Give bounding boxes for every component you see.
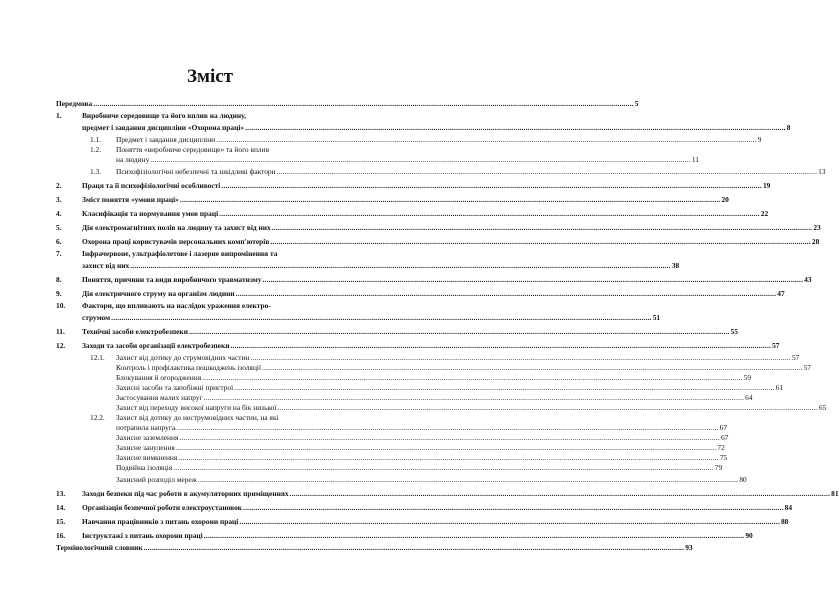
toc-entry-title: Застосування малих напруг	[116, 393, 203, 402]
toc-leader-dots	[219, 207, 760, 221]
toc-entry	[56, 383, 784, 393]
toc-entry-number: 14.	[56, 503, 66, 512]
toc-entry	[56, 353, 800, 363]
toc-leader-dots	[234, 383, 775, 393]
toc-entry	[56, 165, 826, 179]
toc-entry-title: струмом	[82, 313, 111, 322]
toc-entry-page: 75	[719, 453, 728, 462]
toc-entry	[56, 515, 789, 529]
toc-entry	[56, 433, 729, 443]
toc-entry-title: Захист від дотику до струмовідних частин	[116, 353, 250, 362]
toc-entry-page: 67	[720, 433, 729, 442]
toc-entry-title: Захисний розподіл мереж	[116, 475, 197, 484]
toc-entry-number: 10.	[56, 301, 66, 310]
toc-leader-dots	[243, 501, 784, 515]
toc-entry	[56, 259, 680, 273]
toc-entry-title: предмет і завдання дисципліни «Охорона праці»	[82, 123, 245, 132]
toc-entry-page: 79	[714, 463, 723, 472]
toc-entry-page: 88	[780, 517, 789, 526]
toc-leader-dots	[262, 363, 803, 373]
toc-entry-number: 11.	[56, 327, 65, 336]
toc-entry	[56, 111, 363, 121]
toc-leader-dots	[178, 453, 719, 463]
toc-entry	[56, 221, 821, 235]
toc-entry	[56, 423, 728, 433]
toc-entry-title: Передмова	[56, 99, 93, 108]
toc-entry	[56, 249, 363, 259]
toc-entry-title: Організація безпечної роботи електроустановок	[82, 503, 243, 512]
toc-entry	[56, 363, 811, 373]
toc-entry-number: 1.1.	[90, 135, 102, 144]
toc-leader-dots	[204, 393, 745, 403]
toc-leader-dots	[221, 179, 762, 193]
toc-entry-page: 47	[777, 289, 785, 298]
toc-entry-page: 80	[739, 475, 747, 484]
toc-entry-page: 72	[717, 443, 725, 452]
toc-entry	[56, 373, 752, 383]
toc-entry-title: Дія електромагнітних полів на людину та захист від них	[82, 223, 271, 232]
toc-entry-number: 1.	[56, 111, 62, 120]
toc-entry	[56, 179, 771, 193]
toc-entry-page: 51	[652, 313, 661, 322]
toc-entry-page: 8	[786, 123, 791, 132]
toc-leader-dots	[290, 487, 831, 501]
toc-entry	[56, 529, 753, 543]
toc-entry-title: Захист від дотику до неструмовідних частин, на які	[116, 413, 279, 422]
toc-leader-dots	[176, 443, 717, 453]
toc-leader-dots	[245, 121, 786, 135]
toc-entry	[56, 453, 728, 463]
toc-entry-page: 65	[819, 403, 827, 412]
toc-entry-page: 23	[813, 223, 821, 232]
toc-entry-number: 8.	[56, 275, 62, 284]
toc-entry-title: Захисне занулення	[116, 443, 175, 452]
toc-entry-page: 11	[691, 155, 700, 164]
toc-entry-number: 16.	[56, 531, 66, 540]
toc-leader-dots	[150, 155, 691, 165]
toc-entry-title: Захисні засоби та запобіжні пристрої	[116, 383, 234, 392]
toc-entry-title: Заходи та засоби організації електробезпеки	[82, 341, 230, 350]
toc-entry-page: 84	[784, 503, 793, 512]
toc-entry	[56, 325, 738, 339]
toc-leader-dots	[93, 97, 634, 111]
toc-entry-title: Заходи безпеки під час роботи в акумуляторних приміщеннях	[82, 489, 289, 498]
toc-entry	[56, 463, 723, 473]
toc-entry-title: Термінологічний словник	[56, 543, 143, 552]
toc-entry	[56, 473, 747, 487]
toc-entry	[56, 121, 791, 135]
toc-entry-title: Психофізіологічні небезпечні та шкідливі фактори	[116, 167, 276, 176]
toc-leader-dots	[236, 287, 777, 301]
toc-entry-title: Праця та її психофізіологічні особливості	[82, 181, 221, 190]
toc-leader-dots	[250, 353, 791, 363]
toc-entry	[56, 413, 363, 423]
toc-entry-title: Блокування й огородження	[116, 373, 202, 382]
toc-entry	[56, 311, 661, 325]
toc-entry-title: Охорона праці користувачів персональних комп'ютерів	[82, 237, 270, 246]
toc-entry-number: 4.	[56, 209, 62, 218]
toc-entry-title: Виробниче середовище та його вплив на людину,	[82, 111, 246, 120]
toc-leader-dots	[130, 259, 671, 273]
toc-leader-dots	[216, 135, 757, 145]
toc-entry-title: захист від них	[82, 261, 130, 270]
toc-entry-page: 22	[760, 209, 769, 218]
toc-entry	[56, 403, 827, 413]
toc-entry	[56, 273, 812, 287]
toc-entry	[56, 287, 785, 301]
toc-entry	[56, 339, 780, 353]
toc-leader-dots	[198, 473, 739, 487]
toc-leader-dots	[239, 515, 780, 529]
toc-entry-title: потрапила напруга.	[116, 423, 178, 432]
toc-entry-page: 90	[745, 531, 753, 540]
toc-entry-title: на людину	[116, 155, 150, 164]
toc-entry-title: Подвійна ізоляція	[116, 463, 173, 472]
toc-entry	[56, 235, 820, 249]
toc-entry	[56, 145, 363, 155]
toc-leader-dots	[277, 403, 818, 413]
toc-entry-number: 5.	[56, 223, 62, 232]
toc-entry-page: 43	[804, 275, 812, 284]
toc-entry-number: 2.	[56, 181, 62, 190]
toc-entry	[56, 207, 769, 221]
toc-entry	[56, 501, 793, 515]
toc-entry-title: Класифікація та нормування умов праці	[82, 209, 219, 218]
toc-entry	[56, 155, 700, 165]
toc-entry-number: 12.2.	[90, 413, 105, 422]
page-title: Зміст	[186, 66, 233, 87]
toc-entry-page: 61	[775, 383, 784, 392]
toc-leader-dots	[189, 325, 730, 339]
toc-leader-dots	[178, 423, 719, 433]
toc-entry	[56, 487, 839, 501]
toc-entry-page: 57	[772, 341, 780, 350]
toc-entry-title: Навчання працівників з питань охорони праці	[82, 517, 239, 526]
toc-leader-dots	[111, 311, 652, 325]
toc-entry-title: Захисне вимкнення	[116, 453, 178, 462]
toc-entry-page: 55	[730, 327, 738, 336]
toc-entry-number: 3.	[56, 195, 62, 204]
toc-leader-dots	[144, 543, 685, 553]
toc-leader-dots	[180, 193, 721, 207]
toc-leader-dots	[277, 165, 818, 179]
toc-entry-number: 6.	[56, 237, 62, 246]
toc-entry-title: Технічні засоби електробезпеки	[82, 327, 188, 336]
toc-entry-page: 13	[818, 167, 826, 176]
toc-entry-number: 12.1.	[90, 353, 105, 362]
table-of-contents	[56, 97, 839, 553]
toc-entry-number: 15.	[56, 517, 66, 526]
toc-entry-page: 57	[803, 363, 811, 372]
toc-entry-page: 38	[671, 261, 680, 270]
toc-entry-number: 1.2.	[90, 145, 102, 154]
toc-entry-page: 9	[757, 135, 762, 144]
toc-leader-dots	[263, 273, 804, 287]
toc-leader-dots	[204, 529, 745, 543]
toc-leader-dots	[202, 373, 743, 383]
toc-entry-title: Поняття, причини та види виробничого травматизму	[82, 275, 262, 284]
toc-entry-title: Захисне заземлення	[116, 433, 179, 442]
toc-entry	[56, 393, 753, 403]
toc-entry-page: 20	[721, 195, 729, 204]
toc-entry	[56, 301, 363, 311]
toc-entry	[56, 97, 639, 111]
toc-entry-page: 19	[762, 181, 771, 190]
toc-entry-title: Поняття «виробниче середовище» та його вплив	[116, 145, 270, 154]
toc-entry-page: 67	[719, 423, 728, 432]
toc-leader-dots	[230, 339, 771, 353]
toc-entry-page: 28	[811, 237, 820, 246]
toc-leader-dots	[272, 221, 813, 235]
toc-leader-dots	[179, 433, 720, 443]
toc-entry-title: Захист від переходу високої напруги на бік низької	[116, 403, 277, 412]
toc-entry	[56, 543, 693, 553]
toc-entry	[56, 443, 725, 453]
toc-entry-number: 1.3.	[90, 167, 102, 176]
toc-entry-title: Інструктажі з питань охорони праці	[82, 531, 203, 540]
toc-entry-title: Зміст поняття «умови праці»	[82, 195, 179, 204]
toc-entry-title: Предмет і завдання дисципліни	[116, 135, 216, 144]
toc-entry-page: 57	[791, 353, 800, 362]
toc-entry-number: 9.	[56, 289, 62, 298]
toc-entry	[56, 193, 729, 207]
toc-entry-title: Фактори, що впливають на наслідок ураження електро-	[82, 301, 271, 310]
toc-entry-number: 7.	[56, 249, 62, 258]
toc-leader-dots	[270, 235, 811, 249]
toc-entry-page: 93	[685, 543, 693, 552]
toc-entry	[56, 135, 762, 145]
toc-entry-number: 12.	[56, 341, 66, 350]
toc-entry-number: 13.	[56, 489, 66, 498]
toc-entry-page: 81	[831, 489, 839, 498]
toc-entry-page: 59	[743, 373, 752, 382]
toc-entry-title: Інфрачервоне, ультрафіолетове і лазерне випромінення та	[82, 249, 278, 258]
toc-entry-page: 5	[634, 99, 639, 108]
toc-leader-dots	[173, 463, 714, 473]
toc-entry-title: Контроль і профілактика пошкоджень ізоляції	[116, 363, 262, 372]
toc-entry-page: 64	[745, 393, 753, 402]
toc-entry-title: Дія електричного струму на організм людини	[82, 289, 235, 298]
